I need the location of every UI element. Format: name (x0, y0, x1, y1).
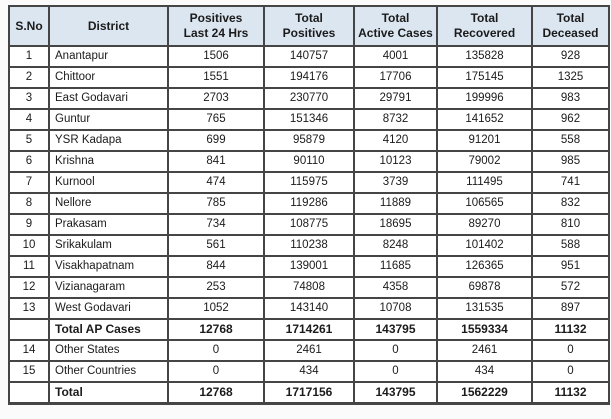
total-row (9, 382, 609, 404)
table-row (9, 130, 609, 151)
district-cell: Total (49, 382, 168, 404)
column-header-total-positives (264, 6, 354, 46)
column-header-label: Total (295, 11, 323, 25)
value-cell-positives-last-24-hrs: 734 (168, 214, 264, 235)
value-cell-total-recovered: 434 (437, 361, 532, 382)
value-cell-total-recovered: 141652 (437, 109, 532, 130)
value-cell-total-positives: 230770 (264, 88, 354, 109)
district-cell: East Godavari (49, 88, 168, 109)
value-cell-total-deceased: 741 (532, 172, 609, 193)
value-cell-total-positives: 2461 (264, 340, 354, 361)
value-cell-positives-last-24-hrs: 12768 (168, 382, 264, 404)
value-cell-total-active-cases: 11685 (354, 256, 437, 277)
value-cell-total-positives: 1714261 (264, 319, 354, 340)
sno-cell: 6 (9, 151, 49, 172)
value-cell-total-active-cases: 10123 (354, 151, 437, 172)
value-cell-positives-last-24-hrs: 474 (168, 172, 264, 193)
value-cell-total-active-cases: 3739 (354, 172, 437, 193)
sno-cell: 7 (9, 172, 49, 193)
value-cell-positives-last-24-hrs: 1506 (168, 46, 264, 67)
value-cell-positives-last-24-hrs: 253 (168, 277, 264, 298)
column-header-positives-last-24-hrs (168, 6, 264, 46)
table-row (9, 109, 609, 130)
table-row (9, 88, 609, 109)
value-cell-total-active-cases: 10708 (354, 298, 437, 319)
value-cell-total-positives: 95879 (264, 130, 354, 151)
value-cell-total-recovered: 131535 (437, 298, 532, 319)
value-cell-total-active-cases: 143795 (354, 319, 437, 340)
column-header-label: Active Cases (358, 26, 433, 40)
district-cell: Chittoor (49, 67, 168, 88)
column-header-label: District (87, 18, 130, 33)
value-cell-positives-last-24-hrs: 561 (168, 235, 264, 256)
sno-cell: 3 (9, 88, 49, 109)
district-cell: Other States (49, 340, 168, 361)
value-cell-total-positives: 119286 (264, 193, 354, 214)
table-row (9, 193, 609, 214)
value-cell-total-active-cases: 0 (354, 340, 437, 361)
district-cell: Other Countries (49, 361, 168, 382)
district-cell: Prakasam (49, 214, 168, 235)
value-cell-total-deceased: 572 (532, 277, 609, 298)
table-header (9, 6, 609, 46)
value-cell-total-recovered: 2461 (437, 340, 532, 361)
value-cell-total-deceased: 810 (532, 214, 609, 235)
value-cell-positives-last-24-hrs: 1551 (168, 67, 264, 88)
value-cell-total-positives: 140757 (264, 46, 354, 67)
table-row (9, 46, 609, 67)
sno-cell: 10 (9, 235, 49, 256)
sno-cell (9, 319, 49, 340)
header-row (9, 6, 609, 46)
value-cell-total-recovered: 69878 (437, 277, 532, 298)
value-cell-total-recovered: 101402 (437, 235, 532, 256)
table-row (9, 214, 609, 235)
value-cell-total-recovered: 111495 (437, 172, 532, 193)
district-cell: Guntur (49, 109, 168, 130)
value-cell-total-positives: 434 (264, 361, 354, 382)
column-header-district (49, 6, 168, 46)
value-cell-positives-last-24-hrs: 844 (168, 256, 264, 277)
table-row (9, 256, 609, 277)
value-cell-positives-last-24-hrs: 841 (168, 151, 264, 172)
value-cell-total-active-cases: 4358 (354, 277, 437, 298)
column-header-label: Recovered (453, 26, 516, 40)
value-cell-total-deceased: 983 (532, 88, 609, 109)
district-cell: Nellore (49, 193, 168, 214)
value-cell-total-recovered: 126365 (437, 256, 532, 277)
value-cell-positives-last-24-hrs: 1052 (168, 298, 264, 319)
district-cell: YSR Kadapa (49, 130, 168, 151)
ap-districts-covid-table (8, 5, 610, 405)
table-row (9, 67, 609, 88)
value-cell-total-recovered: 91201 (437, 130, 532, 151)
sno-cell: 15 (9, 361, 49, 382)
value-cell-total-positives: 110238 (264, 235, 354, 256)
value-cell-total-positives: 108775 (264, 214, 354, 235)
value-cell-positives-last-24-hrs: 0 (168, 361, 264, 382)
value-cell-total-positives: 194176 (264, 67, 354, 88)
district-cell: Vizianagaram (49, 277, 168, 298)
column-header-label: S.No (15, 18, 43, 33)
column-header-label: Positives (189, 11, 243, 25)
district-cell: Visakhapatnam (49, 256, 168, 277)
district-cell: West Godavari (49, 298, 168, 319)
table-row (9, 235, 609, 256)
table-row (9, 172, 609, 193)
table-row (9, 340, 609, 361)
value-cell-total-positives: 115975 (264, 172, 354, 193)
value-cell-total-active-cases: 0 (354, 361, 437, 382)
value-cell-positives-last-24-hrs: 12768 (168, 319, 264, 340)
value-cell-positives-last-24-hrs: 765 (168, 109, 264, 130)
value-cell-total-recovered: 175145 (437, 67, 532, 88)
value-cell-total-deceased: 588 (532, 235, 609, 256)
value-cell-positives-last-24-hrs: 0 (168, 340, 264, 361)
value-cell-total-active-cases: 18695 (354, 214, 437, 235)
value-cell-total-active-cases: 8248 (354, 235, 437, 256)
value-cell-total-active-cases: 4120 (354, 130, 437, 151)
table-row (9, 361, 609, 382)
value-cell-total-positives: 1717156 (264, 382, 354, 404)
value-cell-total-active-cases: 29791 (354, 88, 437, 109)
column-header-label: Total (556, 11, 585, 25)
column-header-label: Total (381, 11, 410, 25)
district-cell: Total AP Cases (49, 319, 168, 340)
value-cell-total-positives: 143140 (264, 298, 354, 319)
value-cell-total-deceased: 897 (532, 298, 609, 319)
value-cell-total-deceased: 985 (532, 151, 609, 172)
column-header-label: Last 24 Hrs (183, 26, 249, 40)
sno-cell: 4 (9, 109, 49, 130)
value-cell-total-deceased: 558 (532, 130, 609, 151)
value-cell-total-active-cases: 143795 (354, 382, 437, 404)
sno-cell: 5 (9, 130, 49, 151)
value-cell-total-recovered: 199996 (437, 88, 532, 109)
value-cell-total-positives: 151346 (264, 109, 354, 130)
value-cell-total-positives: 139001 (264, 256, 354, 277)
sno-cell (9, 382, 49, 404)
value-cell-total-positives: 74808 (264, 277, 354, 298)
value-cell-total-active-cases: 8732 (354, 109, 437, 130)
sno-cell: 8 (9, 193, 49, 214)
total-row (9, 319, 609, 340)
district-cell: Kurnool (49, 172, 168, 193)
sno-cell: 1 (9, 46, 49, 67)
sno-cell: 11 (9, 256, 49, 277)
value-cell-total-deceased: 11132 (532, 319, 609, 340)
value-cell-total-deceased: 0 (532, 340, 609, 361)
column-header-label: Deceased (542, 26, 599, 40)
value-cell-total-deceased: 1325 (532, 67, 609, 88)
value-cell-total-deceased: 928 (532, 46, 609, 67)
value-cell-positives-last-24-hrs: 2703 (168, 88, 264, 109)
value-cell-total-recovered: 1562229 (437, 382, 532, 404)
column-header-label: Total (470, 11, 499, 25)
column-header-total-active-cases (354, 6, 437, 46)
table-body (9, 46, 609, 404)
value-cell-total-active-cases: 4001 (354, 46, 437, 67)
sno-cell: 12 (9, 277, 49, 298)
value-cell-total-deceased: 962 (532, 109, 609, 130)
column-header-label: Positives (282, 26, 336, 40)
value-cell-positives-last-24-hrs: 699 (168, 130, 264, 151)
value-cell-total-recovered: 1559334 (437, 319, 532, 340)
value-cell-total-positives: 90110 (264, 151, 354, 172)
sno-cell: 9 (9, 214, 49, 235)
district-cell: Anantapur (49, 46, 168, 67)
value-cell-total-active-cases: 11889 (354, 193, 437, 214)
value-cell-total-recovered: 135828 (437, 46, 532, 67)
table-row (9, 151, 609, 172)
value-cell-total-deceased: 951 (532, 256, 609, 277)
value-cell-total-deceased: 832 (532, 193, 609, 214)
value-cell-total-recovered: 106565 (437, 193, 532, 214)
value-cell-total-deceased: 0 (532, 361, 609, 382)
value-cell-total-deceased: 11132 (532, 382, 609, 404)
table-row (9, 277, 609, 298)
sno-cell: 13 (9, 298, 49, 319)
district-cell: Krishna (49, 151, 168, 172)
sno-cell: 14 (9, 340, 49, 361)
column-header-total-deceased (532, 6, 609, 46)
value-cell-positives-last-24-hrs: 785 (168, 193, 264, 214)
district-cell: Srikakulam (49, 235, 168, 256)
value-cell-total-recovered: 79002 (437, 151, 532, 172)
table-row (9, 298, 609, 319)
value-cell-total-active-cases: 17706 (354, 67, 437, 88)
sno-cell: 2 (9, 67, 49, 88)
value-cell-total-recovered: 89270 (437, 214, 532, 235)
column-header-sno (9, 6, 49, 46)
column-header-total-recovered (437, 6, 532, 46)
